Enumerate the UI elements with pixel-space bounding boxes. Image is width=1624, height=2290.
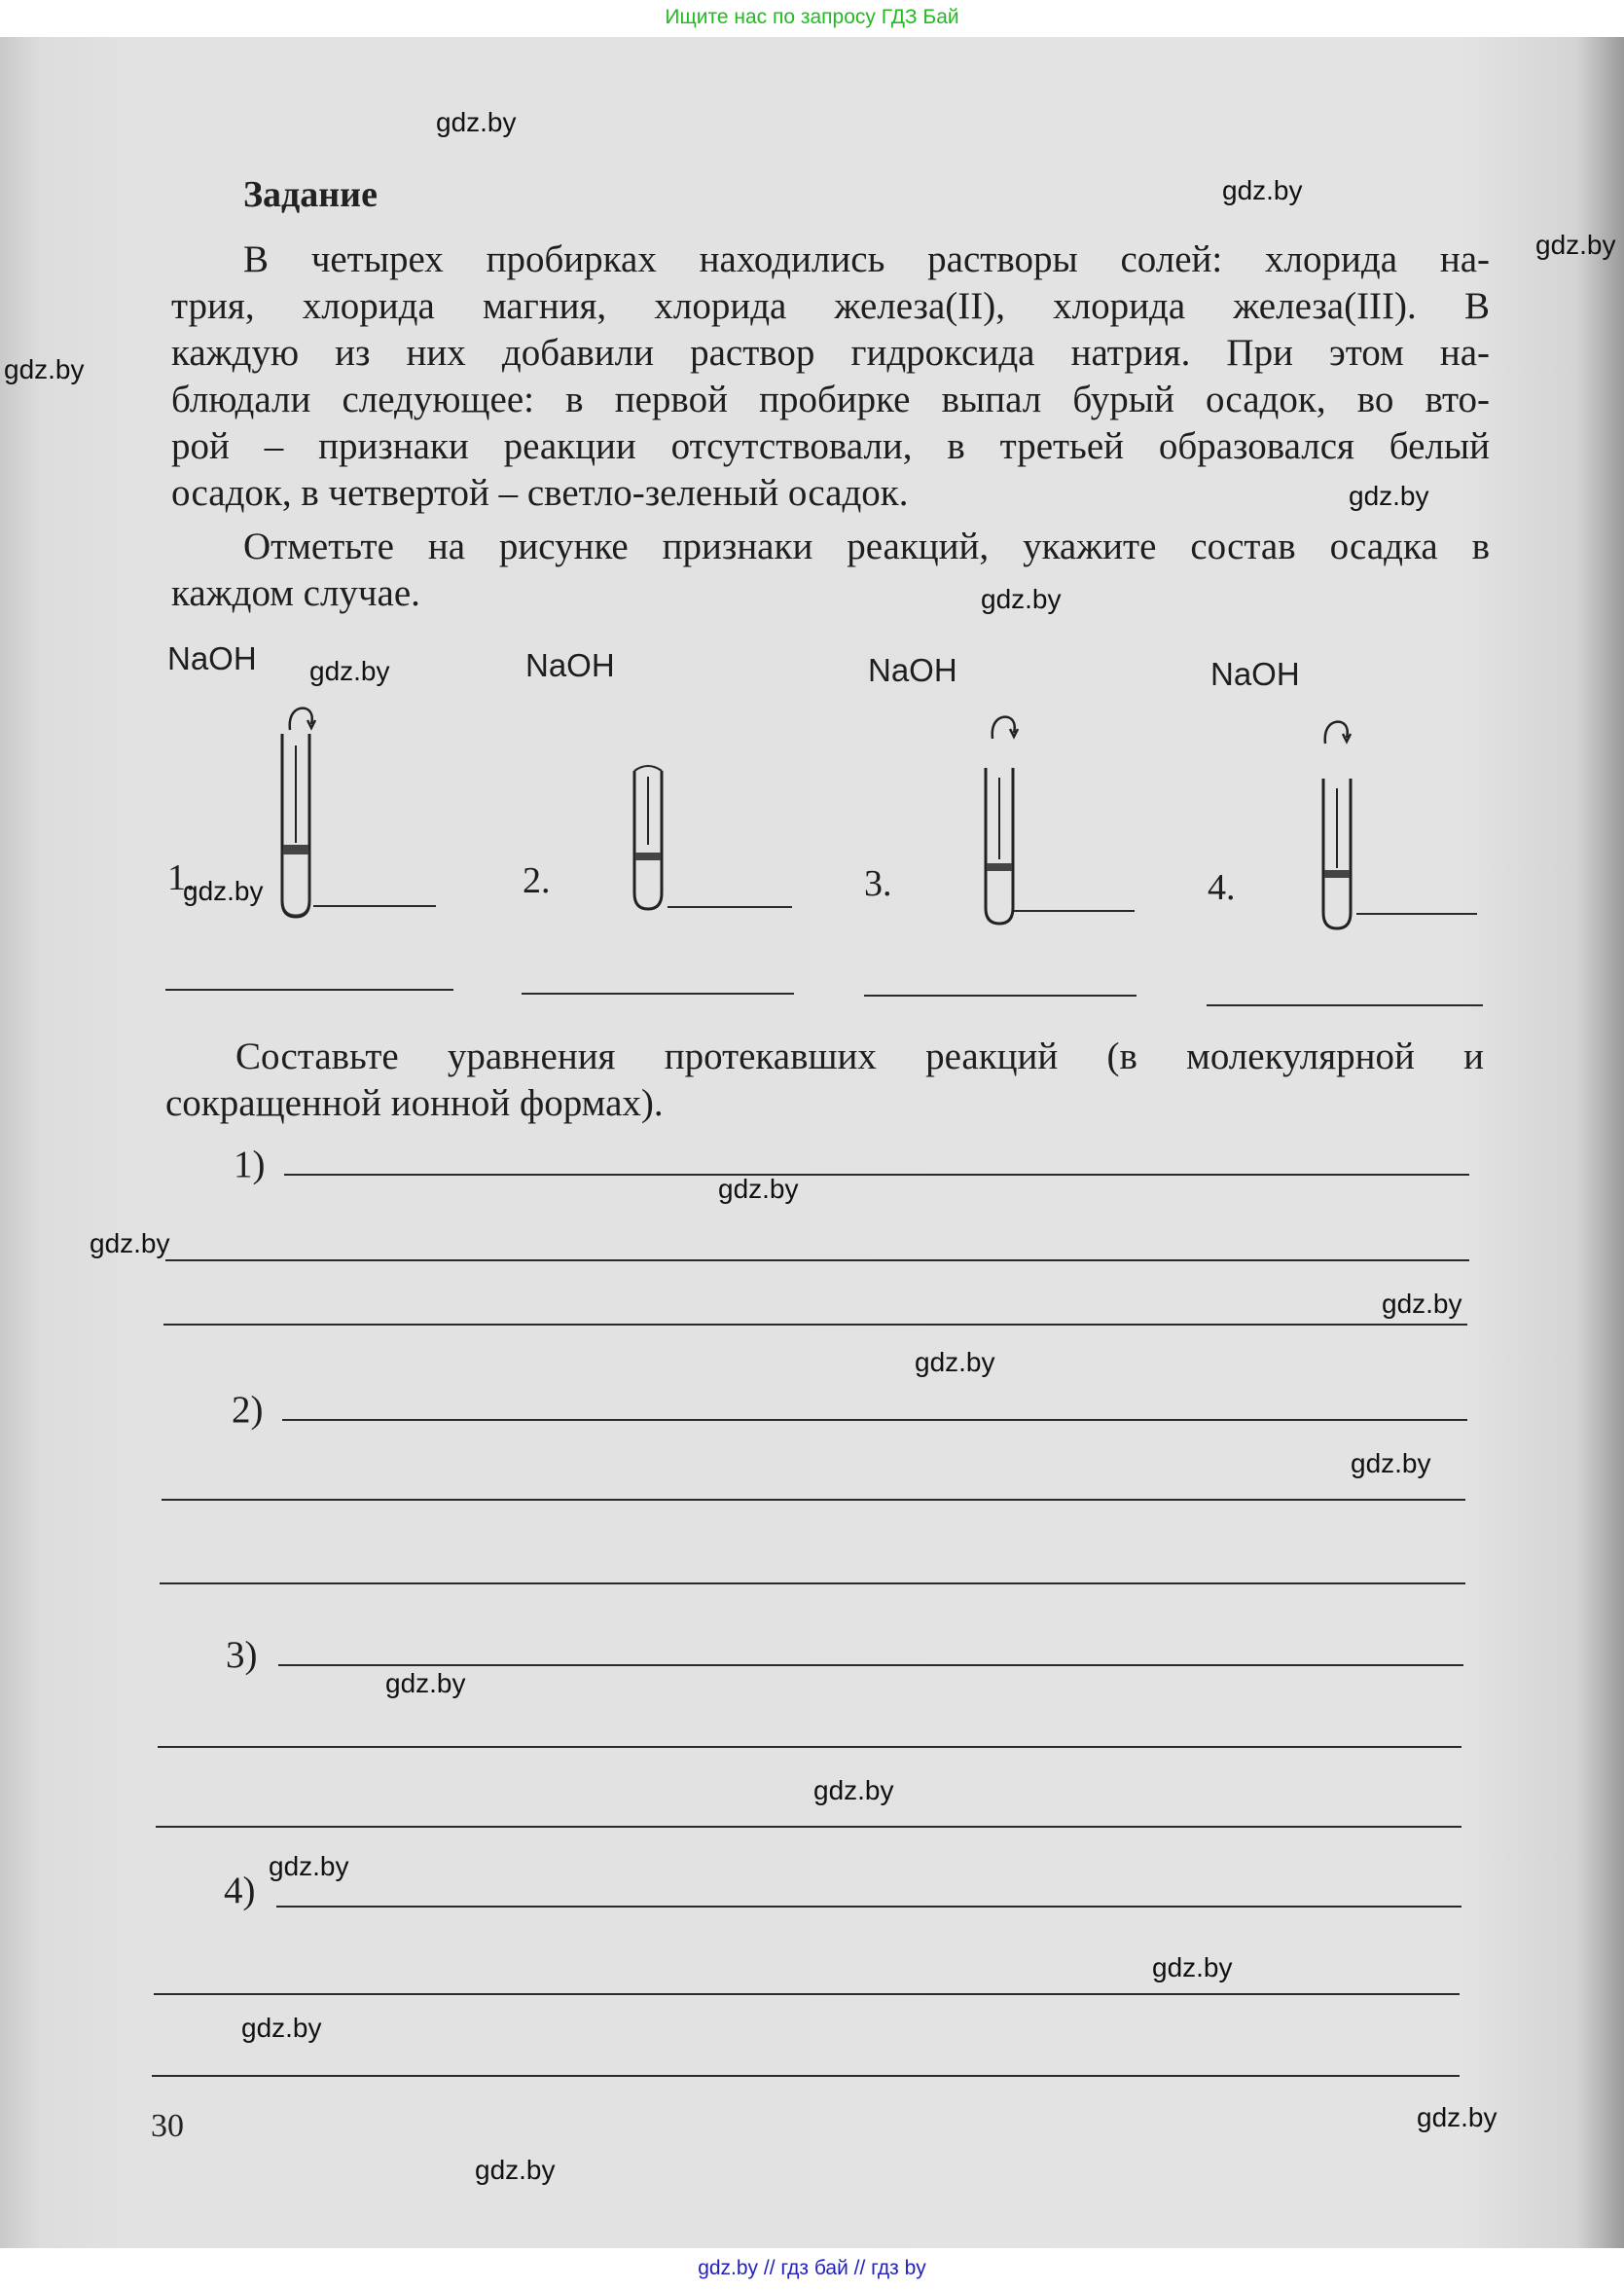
equation-4-line-1[interactable] <box>276 1906 1462 1908</box>
equation-2-line-1[interactable] <box>282 1419 1467 1421</box>
test-tube-3 <box>973 694 1031 927</box>
paragraph-line: Отметьте на рисунке признаки реакций, укажите состав осадка в <box>243 526 1490 567</box>
tube-1-answer-line-short[interactable] <box>313 905 436 907</box>
equation-3-line-1[interactable] <box>278 1664 1463 1666</box>
paragraph-line: рой – признаки реакции отсутствовали, в третьей образовался белый <box>171 425 1490 467</box>
watermark: gdz.by <box>241 2013 322 2043</box>
equation-2-label: 2) <box>232 1389 264 1431</box>
tube-1-answer-line-long[interactable] <box>165 989 453 991</box>
equation-1-label: 1) <box>234 1144 266 1185</box>
tube-3-answer-line-short[interactable] <box>1014 910 1135 912</box>
watermark: gdz.by <box>813 1775 894 1805</box>
tube-3-number: 3. <box>864 863 892 904</box>
tube-2-answer-line-long[interactable] <box>522 993 794 995</box>
watermark: gdz.by <box>1222 175 1303 205</box>
tube-3-answer-line-long[interactable] <box>864 995 1137 997</box>
equation-1-line-3[interactable] <box>163 1324 1467 1326</box>
equation-1-line-2[interactable] <box>165 1259 1469 1261</box>
bottom-link-gdz-by-ru[interactable]: гдз by <box>871 2257 926 2279</box>
watermark: gdz.by <box>718 1174 799 1204</box>
watermark: gdz.by <box>1152 1952 1233 1982</box>
test-tube-2 <box>623 718 681 913</box>
tube-1-number: 1. <box>167 857 196 898</box>
top-banner[interactable]: Ищите нас по запросу ГДЗ Бай <box>665 6 959 28</box>
tube-4-reagent-label: NaOH <box>1210 656 1300 692</box>
tube-1-reagent-label: NaOH <box>167 640 257 676</box>
watermark: gdz.by <box>309 656 390 686</box>
tube-2-reagent-label: NaOH <box>525 647 615 683</box>
watermark: gdz.by <box>1417 2102 1498 2132</box>
equation-3-line-3[interactable] <box>156 1826 1462 1828</box>
workbook-page <box>0 37 1624 2248</box>
paragraph-line: осадок, в четвертой – светло-зеленый осадок. <box>171 472 909 514</box>
tube-2-answer-line-short[interactable] <box>668 906 792 908</box>
equation-4-line-3[interactable] <box>152 2075 1460 2077</box>
paragraph-line: сокращенной ионной формах). <box>165 1082 664 1124</box>
paragraph-line: каждом случае. <box>171 572 420 614</box>
test-tube-1 <box>271 687 329 921</box>
task-paragraph-1 <box>171 236 1490 517</box>
task-paragraph-3 <box>165 1034 1484 1127</box>
page-number: 30 <box>151 2108 184 2144</box>
show-through-text <box>156 232 166 281</box>
tube-3-reagent-label: NaOH <box>868 652 957 688</box>
task-paragraph-2 <box>171 524 1490 617</box>
test-tube-4 <box>1310 699 1368 932</box>
equation-4-line-2[interactable] <box>154 1993 1460 1995</box>
bottom-links <box>0 2248 1624 2290</box>
watermark: gdz.by <box>183 876 264 906</box>
equation-1-line-1[interactable] <box>284 1174 1469 1176</box>
watermark: gdz.by <box>269 1851 349 1881</box>
watermark: gdz.by <box>4 354 85 384</box>
paragraph-line: В четырех пробирках находились растворы солей: хлорида на- <box>243 238 1490 280</box>
paragraph-line: трия, хлорида магния, хлорида железа(II), хлорида железа(III). В <box>171 285 1490 327</box>
bottom-separator: // <box>853 2257 866 2279</box>
tube-2-number: 2. <box>523 860 551 901</box>
watermark: gdz.by <box>385 1668 466 1698</box>
watermark: gdz.by <box>436 107 517 137</box>
tube-4-answer-line-long[interactable] <box>1207 1004 1483 1006</box>
bottom-separator: // <box>763 2257 776 2279</box>
paragraph-line: блюдали следующее: в первой пробирке выпал бурый осадок, во вто- <box>171 379 1490 420</box>
task-title: Задание <box>243 174 378 215</box>
equation-4-label: 4) <box>224 1870 256 1911</box>
tube-4-answer-line-short[interactable] <box>1356 913 1477 915</box>
watermark: gdz.by <box>475 2155 556 2185</box>
equation-2-line-2[interactable] <box>162 1499 1465 1501</box>
bottom-link-gdz-by[interactable]: gdz.by <box>698 2257 759 2279</box>
equation-3-line-2[interactable] <box>158 1746 1462 1748</box>
watermark: gdz.by <box>981 584 1062 614</box>
watermark: gdz.by <box>1351 1448 1431 1478</box>
watermark: gdz.by <box>1535 230 1616 260</box>
paragraph-line: каждую из них добавили раствор гидроксида натрия. При этом на- <box>171 332 1490 374</box>
equation-3-label: 3) <box>226 1634 258 1676</box>
bottom-link-gdz-bai[interactable]: гдз бай <box>780 2257 848 2279</box>
watermark: gdz.by <box>90 1228 170 1258</box>
watermark: gdz.by <box>915 1347 995 1377</box>
watermark: gdz.by <box>1349 481 1429 511</box>
watermark: gdz.by <box>1382 1289 1462 1319</box>
equation-2-line-3[interactable] <box>160 1582 1465 1584</box>
paragraph-line: Составьте уравнения протекавших реакций (в молекулярной и <box>235 1036 1484 1077</box>
tube-4-number: 4. <box>1208 867 1236 908</box>
